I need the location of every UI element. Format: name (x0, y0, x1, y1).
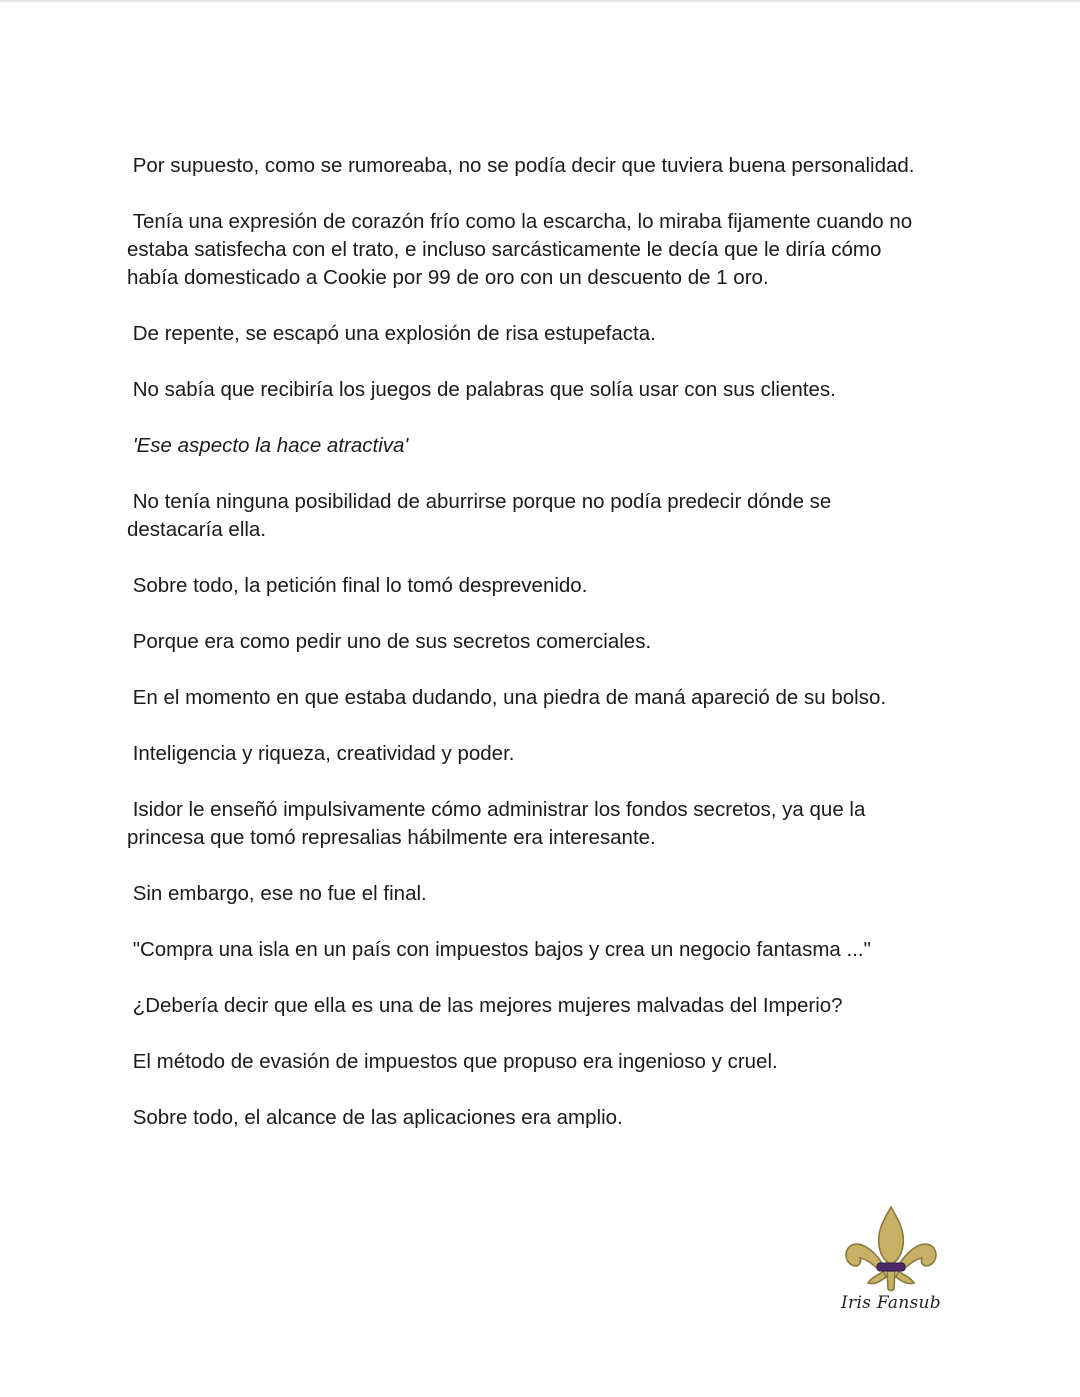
top-divider (0, 0, 1080, 2)
paragraph: No sabía que recibiría los juegos de palabras que solía usar con sus clientes. (127, 378, 836, 401)
paragraph: Sin embargo, ese no fue el final. (127, 882, 427, 905)
paragraph: Tenía una expresión de corazón frío como la escarcha, lo miraba fijamente cuando no estaba satisfecha con el trato, e incluso sarcásticamente le decía que le diría cómo había domesticado a Cookie por 99 de oro con un descuento de 1 oro. (127, 210, 913, 289)
paragraph: Isidor le enseñó impulsivamente cómo administrar los fondos secretos, ya que la princesa que tomó represalias hábilmente era interesante. (127, 798, 866, 849)
paragraph: "Compra una isla en un país con impuestos bajos y crea un negocio fantasma ..." (127, 938, 871, 961)
italic-paragraph: 'Ese aspecto la hace atractiva' (127, 434, 409, 457)
paragraph: No tenía ninguna posibilidad de aburrirse porque no podía predecir dónde se destacaría ella. (127, 490, 832, 541)
paragraph: ¿Debería decir que ella es una de las mejores mujeres malvadas del Imperio? (127, 994, 843, 1017)
paragraph: Sobre todo, el alcance de las aplicaciones era amplio. (127, 1106, 623, 1129)
fleur-de-lis-icon (844, 1205, 938, 1293)
paragraph: En el momento en que estaba dudando, una piedra de maná apareció de su bolso. (127, 686, 887, 709)
paragraph: Sobre todo, la petición final lo tomó desprevenido. (127, 574, 588, 597)
watermark-text: Iris Fansub (841, 1293, 941, 1313)
watermark-logo (836, 1205, 946, 1325)
paragraph: El método de evasión de impuestos que propuso era ingenioso y cruel. (127, 1050, 778, 1073)
paragraph: Por supuesto, como se rumoreaba, no se podía decir que tuviera buena personalidad. (127, 154, 915, 177)
document-body (127, 152, 957, 1160)
paragraph: Porque era como pedir uno de sus secretos comerciales. (127, 630, 652, 653)
paragraph: De repente, se escapó una explosión de risa estupefacta. (127, 322, 656, 345)
paragraph: Inteligencia y riqueza, creatividad y poder. (127, 742, 515, 765)
